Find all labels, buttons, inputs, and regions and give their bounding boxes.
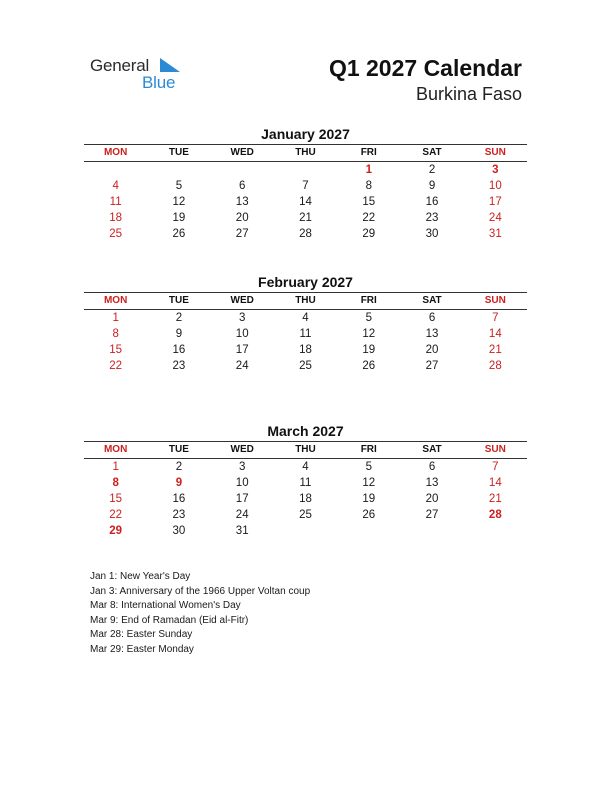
week-row xyxy=(84,475,527,491)
day-cell: 28 xyxy=(488,360,502,372)
day-cell xyxy=(274,162,337,178)
holiday-note: Jan 1: New Year's Day xyxy=(90,571,191,582)
week-row xyxy=(84,178,527,194)
month-title: March 2027 xyxy=(267,423,344,439)
day-cell: 21 xyxy=(488,493,502,505)
weekday-header: SAT xyxy=(422,147,442,158)
holiday-note: Mar 8: International Women's Day xyxy=(90,600,241,611)
day-cell: 23 xyxy=(172,509,186,521)
weekday-header: MON xyxy=(103,295,128,306)
day-cell: 18 xyxy=(299,344,312,356)
weekday-header: SAT xyxy=(422,295,442,306)
day-cell: 20 xyxy=(425,493,439,505)
holiday-notes xyxy=(90,570,310,657)
day-cell: 11 xyxy=(109,196,122,208)
weekday-header-row xyxy=(84,292,527,310)
week-row xyxy=(84,210,527,226)
week-row xyxy=(84,226,527,242)
day-cell xyxy=(84,162,147,178)
holiday-note: Jan 3: Anniversary of the 1966 Upper Voltan coup xyxy=(90,585,311,597)
weekday-header: TUE xyxy=(168,295,189,306)
day-cell: 15 xyxy=(109,493,123,505)
day-cell: 26 xyxy=(172,228,186,240)
day-cell: 9 xyxy=(175,477,183,489)
day-cell: 23 xyxy=(172,360,186,372)
day-cell: 24 xyxy=(488,212,502,224)
day-cell: 5 xyxy=(365,312,372,324)
day-cell: 15 xyxy=(109,344,123,356)
day-cell: 13 xyxy=(425,328,439,340)
week-row xyxy=(84,491,527,507)
day-cell: 27 xyxy=(425,509,439,521)
weekday-header: THU xyxy=(295,147,316,158)
weekday-header: WED xyxy=(230,295,254,306)
day-cell: 12 xyxy=(362,328,376,340)
day-cell: 6 xyxy=(428,312,436,324)
day-cell: 13 xyxy=(235,196,249,208)
day-cell: 10 xyxy=(488,180,502,192)
day-cell: 26 xyxy=(362,509,376,521)
day-cell: 1 xyxy=(365,164,372,176)
weekday-header: FRI xyxy=(360,295,377,306)
weekday-header-row xyxy=(84,144,527,162)
logo-triangle-icon xyxy=(160,58,180,72)
day-cell: 4 xyxy=(302,461,309,473)
weekday-header: SUN xyxy=(484,295,506,306)
month-calendar-january xyxy=(84,124,527,242)
day-cell xyxy=(464,523,527,539)
day-cell: 17 xyxy=(488,196,502,208)
holiday-note: Mar 9: End of Ramadan (Eid al-Fitr) xyxy=(90,614,249,626)
day-cell: 9 xyxy=(428,180,436,192)
month-title: February 2027 xyxy=(258,274,353,290)
holiday-note: Mar 28: Easter Sunday xyxy=(90,629,193,640)
day-cell: 29 xyxy=(362,228,376,240)
day-cell: 19 xyxy=(172,212,186,224)
day-cell: 18 xyxy=(109,212,123,224)
weekday-header: SUN xyxy=(484,147,506,158)
weekday-header: FRI xyxy=(360,444,377,455)
day-cell: 28 xyxy=(488,509,502,521)
day-cell: 15 xyxy=(362,196,376,208)
week-row xyxy=(84,310,527,326)
holiday-note: Mar 29: Easter Monday xyxy=(90,643,194,655)
day-cell: 18 xyxy=(299,493,312,505)
month-title: January 2027 xyxy=(261,126,350,142)
day-cell: 27 xyxy=(235,228,249,240)
day-cell: 8 xyxy=(112,477,119,489)
day-cell: 16 xyxy=(425,196,439,208)
day-cell: 8 xyxy=(365,180,372,192)
day-cell: 2 xyxy=(175,461,183,473)
day-cell: 29 xyxy=(109,525,123,537)
month-calendar-march xyxy=(84,421,527,539)
day-cell: 1 xyxy=(112,461,119,473)
week-row xyxy=(84,358,527,374)
day-cell xyxy=(274,523,337,539)
day-cell: 21 xyxy=(488,344,502,356)
day-cell: 19 xyxy=(362,493,376,505)
day-cell xyxy=(400,523,463,539)
day-cell: 19 xyxy=(362,344,376,356)
day-cell: 25 xyxy=(299,509,312,521)
weekday-header: TUE xyxy=(168,444,189,455)
weekday-header: MON xyxy=(103,147,128,158)
day-cell xyxy=(337,523,400,539)
weekday-header-row xyxy=(84,441,527,459)
day-cell: 27 xyxy=(425,360,439,372)
day-cell: 6 xyxy=(428,461,436,473)
page-subtitle: Burkina Faso xyxy=(415,84,522,104)
weekday-header: TUE xyxy=(168,147,189,158)
weekday-header: FRI xyxy=(360,147,377,158)
week-row xyxy=(84,162,527,178)
weekday-header: MON xyxy=(103,444,128,455)
day-cell: 3 xyxy=(239,461,246,473)
week-row xyxy=(84,507,527,523)
month-calendar-february xyxy=(84,272,527,374)
day-cell: 20 xyxy=(425,344,439,356)
day-cell: 11 xyxy=(299,328,312,340)
day-cell: 24 xyxy=(235,360,249,372)
week-row xyxy=(84,342,527,358)
day-cell: 13 xyxy=(425,477,439,489)
day-cell: 14 xyxy=(299,196,312,208)
day-cell: 9 xyxy=(175,328,183,340)
weekday-header: THU xyxy=(295,444,316,455)
day-cell: 7 xyxy=(492,461,499,473)
day-cell: 8 xyxy=(112,328,119,340)
day-cell: 10 xyxy=(235,328,249,340)
week-row xyxy=(84,194,527,210)
day-cell: 6 xyxy=(239,180,246,192)
day-cell: 7 xyxy=(492,312,499,324)
day-cell: 5 xyxy=(365,461,372,473)
week-row xyxy=(84,326,527,342)
day-cell: 30 xyxy=(172,525,186,537)
day-cell: 2 xyxy=(428,164,436,176)
day-cell: 4 xyxy=(302,312,309,324)
day-cell: 22 xyxy=(109,360,123,372)
logo-word-general: General xyxy=(90,56,150,75)
weekday-header: THU xyxy=(295,295,316,306)
day-cell: 5 xyxy=(175,180,183,192)
day-cell: 7 xyxy=(302,180,309,192)
weekday-header: SAT xyxy=(422,444,442,455)
day-cell: 22 xyxy=(362,212,376,224)
day-cell: 31 xyxy=(235,525,249,537)
day-cell: 17 xyxy=(235,344,249,356)
day-cell: 11 xyxy=(299,477,312,489)
day-cell: 22 xyxy=(109,509,123,521)
day-cell: 2 xyxy=(175,312,183,324)
day-cell: 23 xyxy=(425,212,439,224)
day-cell: 21 xyxy=(299,212,312,224)
day-cell: 4 xyxy=(112,180,119,192)
day-cell: 12 xyxy=(362,477,376,489)
page-title: Q1 2027 Calendar xyxy=(328,55,522,81)
day-cell: 17 xyxy=(235,493,249,505)
day-cell: 3 xyxy=(239,312,246,324)
day-cell: 10 xyxy=(235,477,249,489)
day-cell: 30 xyxy=(425,228,439,240)
day-cell: 24 xyxy=(235,509,249,521)
weekday-header: WED xyxy=(230,147,254,158)
day-cell: 20 xyxy=(235,212,249,224)
day-cell: 26 xyxy=(362,360,376,372)
day-cell: 25 xyxy=(109,228,123,240)
logo-word-blue: Blue xyxy=(142,73,176,92)
day-cell xyxy=(211,162,274,178)
week-row xyxy=(84,523,527,539)
day-cell xyxy=(147,162,210,178)
weekday-header: SUN xyxy=(484,444,506,455)
day-cell: 14 xyxy=(488,477,502,489)
day-cell: 12 xyxy=(172,196,186,208)
day-cell: 28 xyxy=(299,228,312,240)
weekday-header: WED xyxy=(230,444,254,455)
day-cell: 25 xyxy=(299,360,312,372)
week-row xyxy=(84,459,527,475)
day-cell: 14 xyxy=(488,328,502,340)
day-cell: 16 xyxy=(172,344,186,356)
day-cell: 1 xyxy=(112,312,119,324)
day-cell: 3 xyxy=(492,164,499,176)
day-cell: 16 xyxy=(172,493,186,505)
day-cell: 31 xyxy=(488,228,502,240)
brand-logo xyxy=(90,56,200,96)
